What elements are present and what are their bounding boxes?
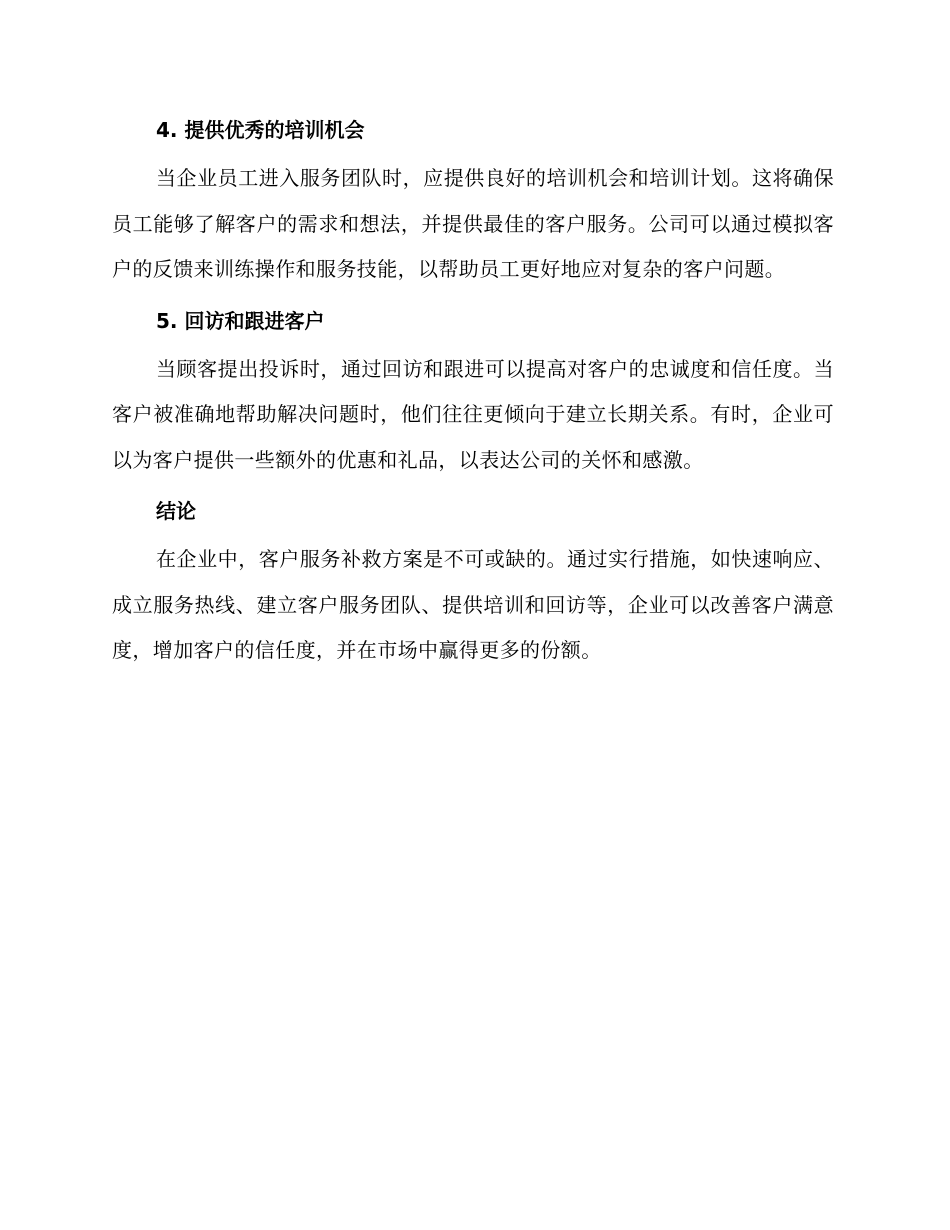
section-body-follow-up: 当顾客提出投诉时，通过回访和跟进可以提高对客户的忠诚度和信任度。当客户被准确地帮助解决问题时，他们往往更倾向于建立长期关系。有时，企业可以为客户提供一些额外的优惠和礼品，以表达公司的关怀和感激。 [112, 356, 834, 472]
section-heading-follow-up: 5. 回访和跟进客户 [156, 308, 325, 333]
document-page [112, 108, 834, 680]
section-heading-conclusion: 结论 [156, 499, 196, 523]
section-body-training: 当企业员工进入服务团队时，应提供良好的培训机会和培训计划。这将确保员工能够了解客户的需求和想法，并提供最佳的客户服务。公司可以通过模拟客户的反馈来训练操作和服务技能，以帮助员工更好地应对复杂的客户问题。 [112, 166, 834, 281]
section-heading-training: 4. 提供优秀的培训机会 [156, 118, 365, 142]
section-body-conclusion: 在企业中，客户服务补救方案是不可或缺的。通过实行措施，如快速响应、成立服务热线、建立客户服务团队、提供培训和回访等，企业可以改善客户满意度，增加客户的信任度，并在市场中赢得更多的份额。 [112, 547, 834, 662]
